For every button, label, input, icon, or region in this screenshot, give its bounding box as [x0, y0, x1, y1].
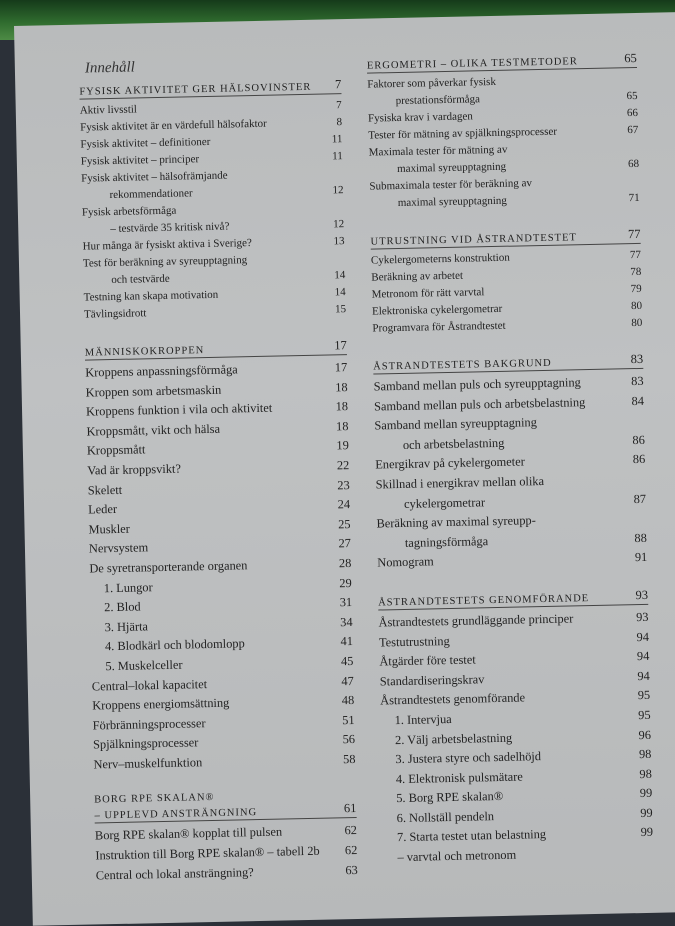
- toc-entry-title: maximal syreupptagning: [397, 194, 507, 209]
- toc-entry-page: 23: [337, 477, 350, 492]
- section-heading: [367, 51, 637, 74]
- section-heading-pre-text: BORG RPE SKALAN®: [94, 792, 215, 806]
- toc-entry-title: Skelett: [87, 482, 123, 498]
- toc-entry-title: Maximala tester för mätning av: [368, 143, 508, 159]
- toc-entry-title: Nervsystem: [88, 540, 149, 556]
- toc-entry-page: 62: [344, 843, 358, 858]
- toc-entry-page: 71: [628, 191, 640, 205]
- right-column: [367, 51, 654, 868]
- toc-entry-page: 80: [631, 316, 643, 330]
- toc-entry-page: 99: [640, 805, 653, 820]
- section-page-number: 61: [343, 801, 357, 816]
- toc-entry-title: Kroppens anpassningsförmåga: [85, 362, 238, 380]
- toc-entry-title: Tävlingsidrott: [83, 307, 147, 321]
- toc-entry-title: Kroppsmått, vikt och hälsa: [86, 421, 221, 439]
- toc-entry-page: 15: [334, 303, 347, 316]
- toc-entry-title: Hur många är fysiskt aktiva i Sverige?: [82, 237, 252, 253]
- toc-entry-title: Åstrandtestets grundläggande principer: [378, 611, 574, 630]
- toc-entry-title: Test för beräkning av syreupptagning: [82, 254, 248, 270]
- toc-entry-title: – varvtal och metronom: [397, 847, 517, 865]
- toc-entry-page: 56: [342, 732, 356, 747]
- toc-entry-page: 58: [342, 751, 356, 767]
- toc-entry-title: Testning kan skapa motivation: [83, 288, 219, 304]
- left-column: [79, 55, 358, 886]
- toc-entry-title: Beräkning av arbetet: [371, 269, 464, 284]
- section-heading-text: ÅSTRANDTESTETS BAKGRUND: [373, 357, 552, 373]
- section-heading-text: FYSISK AKTIVITET GER HÄLSOVINSTER: [79, 81, 312, 98]
- section-page-number: 7: [334, 77, 342, 92]
- toc-entry-page: 25: [337, 516, 351, 532]
- toc-entry-title: tagningsförmåga: [404, 533, 489, 550]
- toc-entry-title: 4. Blodkärl och blodomlopp: [104, 636, 245, 654]
- toc-entry-page: 88: [634, 530, 647, 545]
- toc-entry-page: 22: [336, 458, 350, 473]
- toc-entry-page: [621, 173, 639, 190]
- section-heading: [79, 77, 341, 99]
- toc-entry-page: 12: [333, 218, 345, 231]
- toc-entry-title: 6. Nollställ pendeln: [396, 808, 495, 826]
- toc-entry-title: Samband mellan puls och arbetsbelastning: [373, 394, 586, 414]
- section-heading-text: ERGOMETRI – OLIKA TESTMETODER: [366, 56, 578, 72]
- toc-entry-page: 98: [639, 766, 652, 781]
- section-heading-text: ÅSTRANDTESTETS GENOMFÖRANDE: [378, 593, 590, 609]
- toc-entry-title: 5. Borg RPE skalan®: [396, 789, 504, 806]
- toc-entry-page: 62: [344, 823, 358, 838]
- toc-entry-title: Fysisk aktivitet – hälsofrämjande: [81, 169, 228, 185]
- toc-entry-title: 3. Justera styre och sadelhöjd: [395, 749, 542, 767]
- toc-entry-title: Kroppsmått: [86, 442, 146, 458]
- section-heading-text: – UPPLEVD ANSTRÄNGNING: [94, 807, 258, 822]
- toc-entry-title: Standardiseringskrav: [379, 672, 485, 689]
- toc-entry-title: prestationsförmåga: [395, 93, 481, 108]
- toc-entry-page: 18: [335, 418, 349, 434]
- section-heading-text: MÄNNISKOKROPPEN: [84, 345, 205, 359]
- toc-entry-page: 94: [636, 629, 650, 644]
- toc-entry-page: [627, 470, 645, 490]
- toc-entry-page: 48: [341, 693, 355, 708]
- section-page-number: 93: [635, 587, 649, 603]
- toc-entry-page: [326, 199, 344, 216]
- book-page: [14, 11, 675, 925]
- toc-entry-page: 8: [336, 116, 343, 129]
- toc-entry-page: 11: [331, 133, 343, 146]
- toc-entry-page: 12: [332, 184, 344, 197]
- toc-entry-title: 4. Elektronisk pulsmätare: [395, 769, 523, 786]
- contents-title: Innehåll: [84, 59, 136, 77]
- toc-entry-title: Samband mellan syreupptagning: [374, 415, 537, 433]
- toc-entry-page: 41: [340, 634, 354, 649]
- toc-entry-page: 93: [635, 609, 649, 625]
- toc-entry-title: 2. Välj arbetsbelastning: [394, 730, 513, 747]
- toc-entry-title: Skillnad i energikrav mellan olika: [375, 473, 545, 492]
- section-page-number: 83: [630, 351, 644, 367]
- toc-entry-title: 1. Intervjua: [394, 711, 452, 728]
- toc-entry-page: 94: [637, 668, 650, 683]
- toc-entry-page: 29: [339, 575, 352, 590]
- toc-entry-page: 47: [341, 673, 354, 688]
- toc-entry-title: Metronom för rätt varvtal: [371, 286, 485, 301]
- toc-entry-title: – testvärde 35 kritisk nivå?: [110, 220, 230, 236]
- toc-entry-page: 45: [340, 653, 354, 669]
- toc-entry-title: och arbetsbelastning: [402, 435, 505, 452]
- toc-entry-title: Borg RPE skalan® kopplat till pulsen: [94, 825, 283, 843]
- toc-entry-title: Faktorer som påverkar fysisk: [367, 75, 497, 91]
- toc-entry-title: maximal syreupptagning: [396, 160, 507, 176]
- toc-entry-page: 63: [345, 862, 358, 877]
- toc-entry-title: 7. Starta testet utan belastning: [396, 827, 547, 845]
- toc-entry-title: De syretransporterande organen: [89, 558, 248, 576]
- toc-entry-page: 51: [342, 712, 355, 727]
- toc-entry-page: 18: [335, 399, 349, 414]
- toc-entry-title: Kroppens energiomsättning: [92, 695, 230, 713]
- toc-entry-title: Central och lokal ansträngning?: [95, 864, 254, 883]
- toc-entry-title: Beräkning av maximal syreupp-: [376, 513, 536, 531]
- toc-entry-page: 79: [630, 282, 642, 296]
- section-heading-text: UTRUSTNING VID ÅSTRANDTESTET: [370, 232, 577, 248]
- toc-entry-title: Cykelergometerns konstruktion: [370, 251, 510, 267]
- toc-entry-page: 99: [639, 786, 653, 801]
- toc-entry-page: 84: [631, 393, 645, 408]
- section-page-number: 17: [334, 338, 347, 353]
- toc-entry-title: Muskler: [88, 521, 131, 537]
- toc-entry-page: 78: [630, 265, 642, 279]
- toc-entry-title: Aktiv livsstil: [79, 103, 138, 117]
- toc-entry-title: Nerv–muskelfunktion: [93, 755, 203, 772]
- toc-entry-page: 13: [333, 235, 345, 248]
- toc-entry-page: 77: [629, 248, 642, 262]
- toc-entry-page: 99: [640, 825, 654, 840]
- toc-entry-page: 65: [626, 89, 638, 103]
- toc-entry-title: 1. Lungor: [103, 579, 153, 595]
- toc-entry-page: 95: [637, 688, 651, 703]
- toc-entry-title: Fysisk aktivitet – definitioner: [80, 135, 211, 151]
- toc-entry-page: 86: [632, 432, 645, 447]
- toc-entry-title: Förbränningsprocesser: [92, 715, 206, 733]
- toc-entry-title: och testvärde: [111, 272, 170, 287]
- toc-entry-page: 96: [638, 727, 652, 742]
- toc-entry-page: 31: [339, 595, 353, 610]
- toc-entry-title: Fysiska krav i vardagen: [367, 110, 473, 125]
- toc-entry-title: Fysisk arbetsförmåga: [81, 204, 177, 219]
- toc-entry-page: 14: [334, 286, 346, 299]
- toc-entry-page: 98: [638, 746, 652, 762]
- toc-entry-page: 91: [634, 550, 648, 565]
- toc-entry-title: Programvara för Åstrandtestet: [372, 319, 506, 335]
- toc-entry-title: Energikrav på cykelergometer: [375, 454, 525, 472]
- toc-entry-page: [619, 71, 637, 88]
- toc-entry-page: 24: [337, 497, 351, 512]
- toc-entry-page: [635, 843, 653, 863]
- toc-entry-page: 68: [627, 157, 640, 171]
- toc-entry-page: 83: [631, 373, 644, 389]
- toc-entry-title: Samband mellan puls och syreupptagning: [373, 375, 581, 394]
- toc-entry: [383, 843, 653, 868]
- toc-entry: [96, 861, 358, 886]
- toc-entry-page: 80: [630, 299, 643, 313]
- toc-entry-title: Fysisk aktivitet – principer: [80, 153, 200, 168]
- section-page-number: 77: [627, 226, 641, 242]
- toc-entry-title: cykelergometrar: [403, 494, 486, 511]
- toc-entry-page: 19: [336, 438, 350, 453]
- toc-entry-page: 14: [334, 269, 346, 282]
- toc-entry-title: 2. Blod: [104, 599, 141, 615]
- toc-entry-page: 34: [340, 614, 353, 630]
- toc-entry-page: 7: [336, 99, 342, 112]
- toc-entry-page: 86: [632, 452, 646, 467]
- toc-entry-title: Kroppens funktion i vila och aktivitet: [85, 400, 273, 419]
- toc-entry-title: Spjälkningsprocesser: [92, 735, 199, 752]
- toc-entry-page: 66: [626, 106, 639, 120]
- toc-entry-title: Nomogram: [377, 554, 434, 570]
- toc-entry-page: 95: [638, 707, 651, 722]
- toc-entry-page: 28: [338, 555, 352, 571]
- toc-entry-title: Åstrandtestets genomförande: [380, 690, 526, 708]
- toc-entry-page: 67: [627, 123, 639, 137]
- toc-entry-title: Central–lokal kapacitet: [91, 676, 208, 694]
- toc-entry-title: Fysisk aktivitet är en värdefull hälsofaktor: [80, 117, 267, 134]
- toc-entry-title: 3. Hjärta: [104, 619, 149, 634]
- toc-entry-page: [621, 139, 639, 156]
- toc-entry-page: [626, 411, 644, 431]
- toc-entry-page: 27: [338, 536, 352, 551]
- section-page-number: 65: [624, 50, 637, 66]
- toc-entry-page: [327, 250, 345, 267]
- toc-entry-title: Kroppen som arbetsmaskin: [85, 382, 222, 400]
- toc-entry-title: Åtgärder före testet: [379, 652, 476, 669]
- toc-entry-title: Submaximala tester för beräkning av: [369, 177, 533, 193]
- toc-entry-title: Testutrustning: [378, 633, 450, 650]
- toc-entry-title: rekommendationer: [109, 187, 193, 202]
- toc-entry-page: 94: [636, 648, 650, 664]
- toc-entry-title: 5. Muskelceller: [105, 657, 183, 674]
- toc-entry-title: Leder: [87, 502, 118, 517]
- toc-entry-page: 87: [633, 491, 647, 506]
- toc-entry-page: 18: [335, 379, 348, 394]
- toc-entry-title: Instruktion till Borg RPE skalan® – tabell 2b: [95, 843, 320, 863]
- toc-entry-page: 11: [332, 150, 343, 163]
- toc-entry-page: [325, 165, 343, 182]
- toc-entry-title: Elektroniska cykelergometrar: [371, 302, 503, 318]
- toc-entry-page: [628, 509, 646, 529]
- toc-entry-title: Vad är kroppsvikt?: [87, 461, 182, 478]
- toc-entry-title: Tester för mätning av spjälkningsprocesser: [368, 125, 558, 142]
- toc-entry-page: 17: [334, 360, 348, 375]
